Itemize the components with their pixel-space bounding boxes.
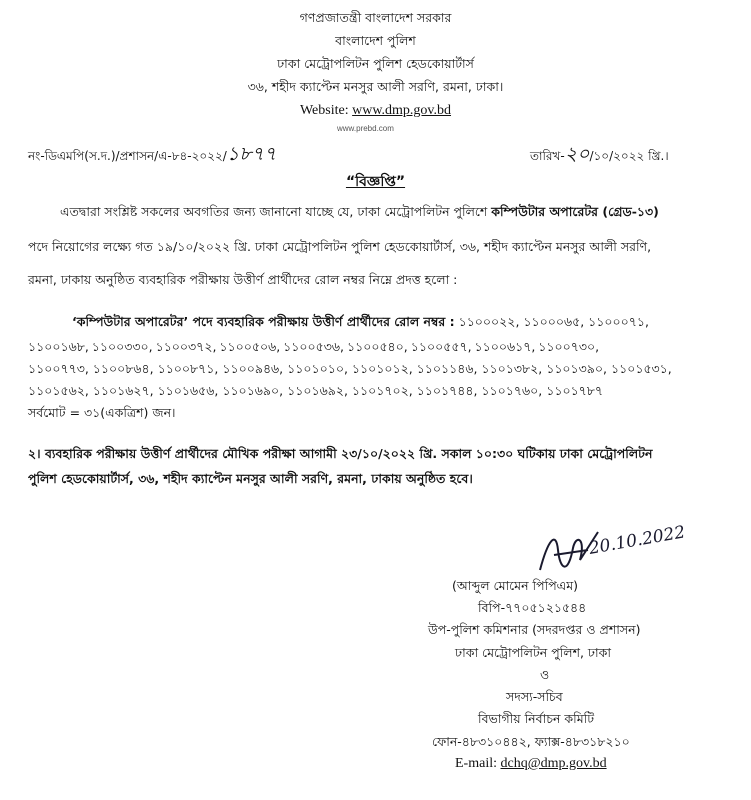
signatory-designation: উপ-পুলিশ কমিশনার (সদরদপ্তর ও প্রশাসন) <box>428 622 641 637</box>
date-day-handwritten: ২০ <box>564 143 590 165</box>
signatory-office: ঢাকা মেট্রোপলিটন পুলিশ, ঢাকা <box>455 645 611 660</box>
header-address: ৩৬, শহীদ ক্যাপ্টেন মনসুর আলী সরণি, রমনা, ঢাকা। <box>247 79 504 94</box>
header-dmp-hq: ঢাকা মেট্রোপলিটন পুলিশ হেডকোয়ার্টার্স <box>277 56 474 71</box>
roll-row-3: ১১০০৭৭৩, ১১০০৮৬৪, ১১০০৮৭১, ১১০০৯৪৬, ১১০১০১০, ১১০১০১২, ১১০১১৪৬, ১১০১৩৮২, ১১০১৩৯০, ১১০১৫৩১, <box>28 361 672 376</box>
results-heading-line <box>72 314 649 334</box>
signatory-phone: ফোন-৪৮৩১০৪৪২, ফ্যাক্স-৪৮৩১৮২১০ <box>432 734 630 749</box>
para2-line1: ২। ব্যবহারিক পরীক্ষায় উত্তীর্ণ প্রার্থীদের মৌখিক পরীক্ষা আগামী ২৩/১০/২০২২ খ্রি. সকাল ১০:৩০ ঘটিকায় ঢাকা মেট্রোপলিটন <box>28 446 653 461</box>
signatory-email-line <box>455 756 607 772</box>
website-label: Website: <box>299 103 349 118</box>
email-link[interactable]: dchq@dmp.gov.bd <box>500 756 607 771</box>
para1-line2: পদে নিয়োগের লক্ষ্যে গত ১৯/১০/২০২২ খ্রি. ঢাকা মেট্রোপলিটন পুলিশ হেডকোয়ার্টার্স, ৩৬, শহীদ ক্যাপ্টেন মনসুর আলী সরণি, <box>28 239 652 254</box>
signature-date: 20.10.2022 <box>587 522 687 559</box>
post-name: কম্পিউটার অপারেটর (গ্রেড-১৩) <box>491 204 659 219</box>
memo-date <box>530 140 669 172</box>
date-rest: /১০/২০২২ খ্রি.। <box>589 149 669 163</box>
header-website <box>0 103 751 119</box>
signatory-bp: বিপি-৭৭০৫১২১৫৪৪ <box>478 600 587 615</box>
watermark: www.prebd.com <box>337 124 394 133</box>
roll-row-2: ১১০০১৬৮, ১১০০৩৩০, ১১০০৩৭২, ১১০০৫০৬, ১১০০৫৩৬, ১১০০৫৪০, ১১০০৫৫৭, ১১০০৬১৭, ১১০০৭৩০, <box>28 339 600 354</box>
website-link[interactable]: www.dmp.gov.bd <box>352 103 452 118</box>
results-heading: ‘কম্পিউটার অপারেটর’ পদে ব্যবহারিক পরীক্ষায় উত্তীর্ণ প্রার্থীদের রোল নম্বর : <box>72 314 455 329</box>
date-label: তারিখ- <box>530 149 565 163</box>
para1-line3: রমনা, ঢাকায় অনুষ্ঠিত ব্যবহারিক পরীক্ষায় উত্তীর্ণ প্রার্থীদের রোল নম্বর নিম্নে প্রদত্ত হলো : <box>28 272 458 287</box>
signatory-role: সদস্য-সচিব <box>506 689 563 704</box>
roll-row-4: ১১০১৫৬২, ১১০১৬২৭, ১১০১৬৫৬, ১১০১৬৯০, ১১০১৬৯২, ১১০১৭০২, ১১০১৭৪৪, ১১০১৭৬০, ১১০১৭৮৭ <box>28 383 604 398</box>
email-label: E-mail: <box>455 756 497 771</box>
header-police: বাংলাদেশ পুলিশ <box>335 33 416 48</box>
memo-number-handwritten: ১৮৭৭ <box>226 143 277 165</box>
memo-prefix: নং-ডিএমপি(স.দ.)/প্রশাসন/এ-৮৪-২০২২/ <box>28 149 227 163</box>
signatory-committee: বিভাগীয় নির্বাচন কমিটি <box>478 711 595 726</box>
para1-line1-text: এতদ্বারা সংশ্লিষ্ট সকলের অবগতির জন্য জানানো যাচ্ছে যে, ঢাকা মেট্রোপলিটন পুলিশে <box>60 204 492 219</box>
roll-row-1: ১১০০০২২, ১১০০০৬৫, ১১০০০৭১, <box>458 314 649 329</box>
signature-scribble <box>528 520 698 580</box>
header-govt: গণপ্রজাতন্ত্রী বাংলাদেশ সরকার <box>299 10 452 25</box>
para1-line1 <box>60 204 659 224</box>
para2-line2: পুলিশ হেডকোয়ার্টার্স, ৩৬, শহীদ ক্যাপ্টেন মনসুর আলী সরণি, রমনা, ঢাকায় অনুষ্ঠিত হবে। <box>28 471 473 486</box>
signatory-and: ও <box>540 667 550 682</box>
notice-title: “বিজ্ঞপ্তি” <box>345 174 406 190</box>
signatory-name: (আব্দুল মোমেন পিপিএম) <box>452 578 579 593</box>
memo-reference <box>28 140 276 172</box>
results-total: সর্বমোট = ৩১(একত্রিশ) জন। <box>28 405 176 420</box>
